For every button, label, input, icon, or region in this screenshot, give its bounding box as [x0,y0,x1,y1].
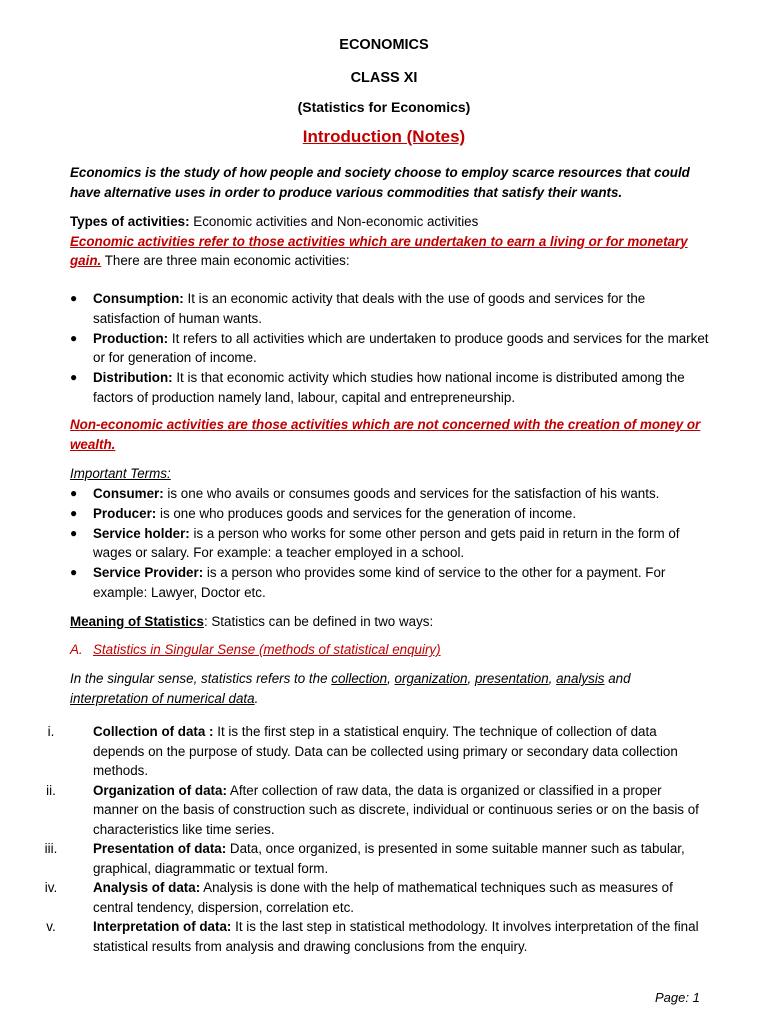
statistical-steps-list [44,722,710,956]
list-item [44,878,710,917]
singular-term: interpretation of numerical data [70,690,255,706]
list-item [46,917,710,956]
list-item-term: Organization of data: [93,782,227,798]
list-item [70,368,710,407]
meaning-paragraph [70,612,710,632]
activities-list [70,289,710,407]
singular-term: organization [394,671,468,686]
singular-term: analysis [556,671,605,686]
types-text: Economic activities and Non-economic activities [189,214,479,229]
singular-sep: , [467,671,475,686]
list-item-text: It is the last step in statistical methodology. It involves interpretation of the final statistical results from analysis and drawing conclusions from the enquiry. [93,919,699,954]
page-number: Page: 1 [655,990,700,1005]
non-economic-definition-wrapper [70,415,710,454]
singular-sep: and [604,671,631,686]
types-paragraph [70,212,710,271]
list-item-number: i. [47,724,55,739]
list-item-text: Data, once organized, is presented in some suitable manner such as tabular, graphical, diagrammatic or textual form. [93,841,685,876]
list-item-text: It refers to all activities which are undertaken to produce goods and services for the market or for generation of income. [93,330,709,365]
list-item [70,504,710,524]
intro-paragraph: Economics is the study of how people and society choose to employ scarce resources that could have alternative uses in order to produce various commodities that satisfy their wants. [70,165,690,200]
economic-activities-tail: There are three main economic activities: [101,253,350,268]
list-item [70,329,710,368]
section-a-heading [70,640,710,660]
list-item [70,563,710,602]
list-item-text: Analysis is done with the help of mathematical techniques such as measures of central tendency, dispersion, correlation etc. [93,880,673,915]
meaning-label: Meaning of Statistics [70,614,204,629]
list-item-text: is a person who works for some other person and gets paid in return in the form of wages or salary. For example: a teacher employed in a school. [93,525,680,560]
list-item-text: It is the first step in a statistical enquiry. The technique of collection of data depends on the purpose of study. Data can be collected using primary or secondary data collection methods. [93,724,678,778]
list-item-term: Presentation of data: [93,841,227,856]
types-label: Types of activities: [70,214,190,229]
subject-title: ECONOMICS [339,37,429,53]
list-item-text: After collection of raw data, the data is organized or classified in a proper manner on the basis of construction such as discrete, individual or continuous series or on the basis of characteristics like time series. [93,782,699,837]
important-terms-section [70,464,710,603]
list-item [70,289,710,328]
list-item-number: ii. [46,782,56,798]
list-item-term: Consumption: [93,291,184,306]
singular-text: In the singular sense, statistics refers to the [70,671,332,686]
bullet-icon: ● [70,505,78,520]
activities-list-wrapper [70,289,710,408]
bullet-icon: ● [70,485,78,500]
list-item-number: iv. [44,880,58,895]
singular-sep: , [548,671,557,686]
list-item-term: Analysis of data: [93,880,201,895]
list-item-text: It is an economic activity that deals with the use of goods and services for the satisfaction of human wants. [93,291,646,326]
list-item-term: Interpretation of data: [93,919,232,934]
list-item-number: v. [46,919,56,934]
list-item-term: Collection of data : [93,724,214,739]
list-item-term: Service Provider: [93,565,204,580]
list-item-term: Service holder: [93,525,190,541]
bullet-icon: ● [70,525,78,540]
singular-term: collection [331,671,388,686]
list-item-term: Consumer: [93,485,164,501]
bullet-icon: ● [70,291,78,305]
list-item [70,484,710,504]
list-item-term: Producer: [93,505,157,521]
list-item-text: It is that economic activity which studies how national income is distributed among the factors of production namely land, labour, capital and entrepreneurship. [93,370,685,405]
book-title: (Statistics for Economics) [297,99,471,115]
list-item [46,781,710,840]
list-item-text: is one who produces goods and services for the generation of income. [156,505,577,521]
economic-activities-definition: Economic activities refer to those activities which are undertaken to earn a living or for monetary gain. [70,233,688,268]
section-a-title: Statistics in Singular Sense (methods of statistical enquiry) [93,642,441,657]
bullet-icon: ● [70,330,78,345]
non-economic-definition: Non-economic activities are those activities which are not concerned with the creation of money or wealth. [70,417,701,452]
list-item-number: iii. [44,841,58,856]
important-terms-heading: Important Terms: [70,466,171,481]
bullet-icon: ● [70,370,78,384]
list-item-term: Distribution: [93,370,173,385]
class-title: CLASS XI [350,70,418,86]
steps-list-wrapper [44,722,710,956]
singular-end: . [254,690,259,706]
list-item [70,524,710,563]
list-item-text: is one who avails or consumes goods and services for the satisfaction of his wants. [163,485,660,501]
chapter-title-text: Introduction (Notes) [302,127,466,146]
meaning-text: : Statistics can be defined in two ways: [203,614,434,629]
singular-term: presentation [474,671,549,686]
list-item [44,839,710,878]
list-item-term: Production: [93,330,169,346]
section-a-letter: A. [70,642,83,657]
chapter-title [0,127,768,147]
bullet-icon: ● [70,565,78,579]
important-terms-list [70,484,710,603]
list-item-text: is a person who provides some kind of service to the other for a payment. For example: Lawyer, Doctor etc. [93,565,666,600]
list-item [47,722,710,781]
singular-sep: , [387,671,395,686]
singular-sense-paragraph [70,669,710,708]
